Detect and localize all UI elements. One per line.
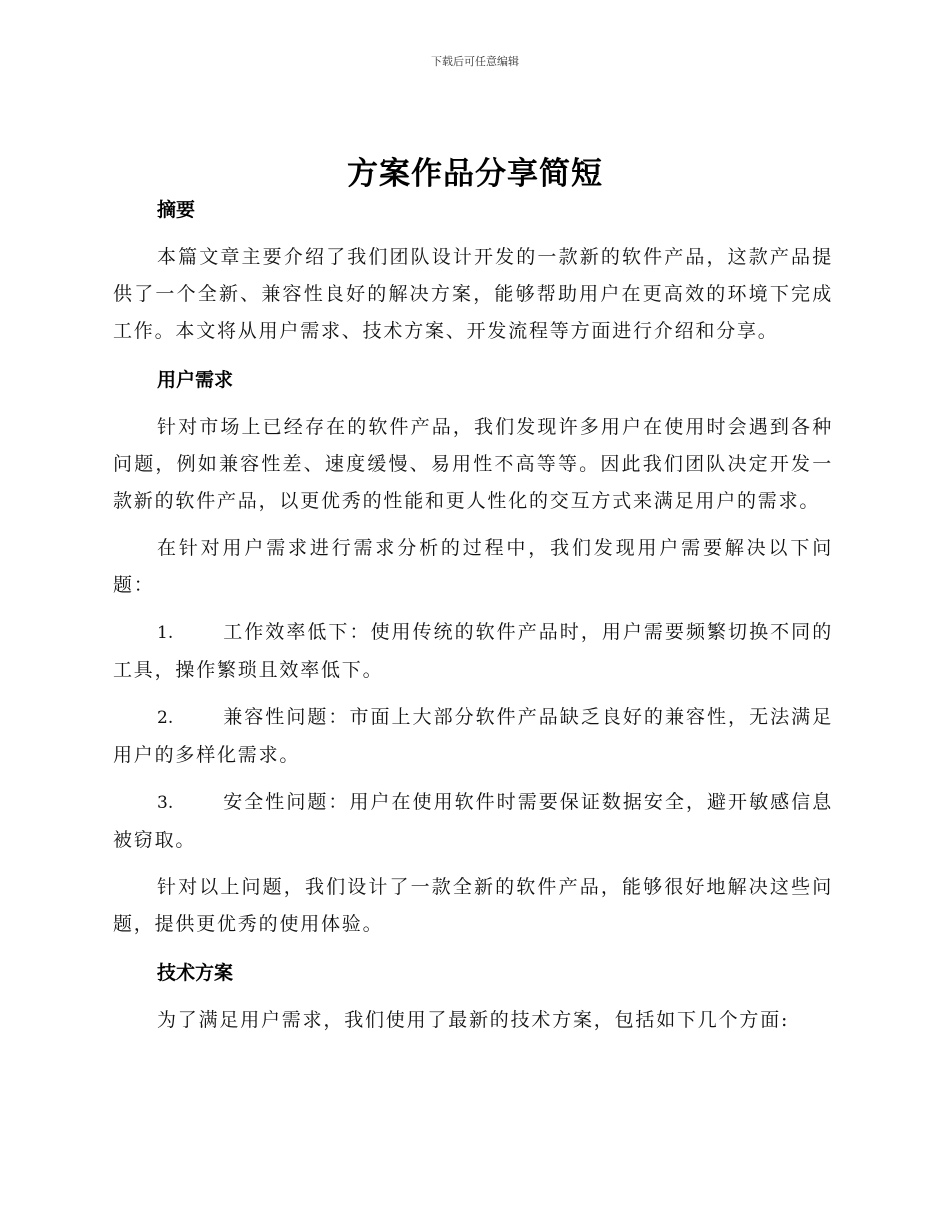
user-needs-closing: 针对以上问题，我们设计了一款全新的软件产品，能够很好地解决这些问题，提供更优秀的使用体验。 (113, 876, 833, 935)
user-needs-paragraph: 针对市场上已经存在的软件产品，我们发现许多用户在使用时会遇到各种问题，例如兼容性差、速度缓慢、易用性不高等等。因此我们团队决定开发一款新的软件产品，以更优秀的性能和更人性化的交互方式来满足用户的需求。 (113, 416, 833, 512)
section-heading-abstract: 摘要 (157, 199, 196, 221)
header-note: 下载后可任意编辑 (431, 55, 519, 68)
list-item-text: 工作效率低下：使用传统的软件产品时，用户需要频繁切换不同的工具，操作繁琐且效率低下。 (113, 621, 833, 681)
list-item-text: 兼容性问题：市面上大部分软件产品缺乏良好的兼容性，无法满足用户的多样化需求。 (113, 706, 833, 766)
section-heading-tech: 技术方案 (157, 962, 234, 984)
list-item-text: 安全性问题：用户在使用软件时需要保证数据安全，避开敏感信息被窃取。 (113, 791, 833, 851)
list-item (113, 614, 833, 689)
tech-paragraph: 为了满足用户需求，我们使用了最新的技术方案，包括如下几个方面: (157, 1009, 790, 1031)
document-title: 方案作品分享简短 (347, 156, 603, 192)
list-item (113, 784, 833, 859)
list-item-number: 1. (157, 623, 174, 643)
user-needs-paragraph: 在针对用户需求进行需求分析的过程中，我们发现用户需要解决以下问题： (113, 537, 833, 596)
list-item-number: 2. (157, 708, 174, 728)
section-heading-user-needs: 用户需求 (157, 369, 234, 391)
abstract-paragraph: 本篇文章主要介绍了我们团队设计开发的一款新的软件产品，这款产品提供了一个全新、兼容性良好的解决方案，能够帮助用户在更高效的环境下完成工作。本文将从用户需求、技术方案、开发流程等方面进行介绍和分享。 (113, 246, 833, 342)
list-item-number: 3. (157, 793, 174, 813)
list-item (113, 699, 833, 774)
document-body (113, 190, 833, 1039)
